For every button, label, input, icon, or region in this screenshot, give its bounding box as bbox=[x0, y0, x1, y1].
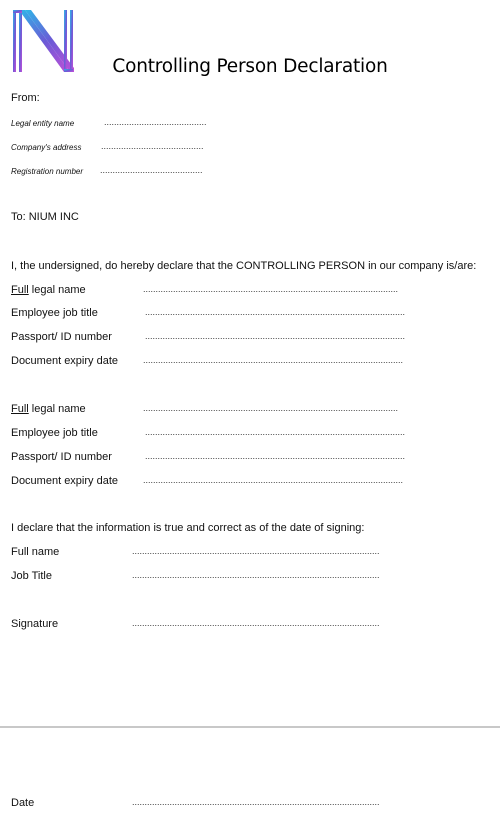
person1-passport-id-field[interactable]: ........................................................................................................ bbox=[145, 331, 406, 341]
person1-document-expiry-field[interactable]: ........................................................................................................ bbox=[143, 355, 404, 365]
declaration-intro: I, the undersigned, do hereby declare that the CONTROLLING PERSON in our company is/are: bbox=[11, 260, 477, 272]
signatory-full-name-field[interactable]: ................................................................................................... bbox=[132, 546, 380, 556]
person1-passport-id-label: Passport/ ID number bbox=[11, 331, 112, 343]
company-address-field[interactable]: ......................................... bbox=[101, 141, 204, 151]
person2-full-legal-name-label: Full legal name bbox=[11, 403, 86, 415]
registration-number-field[interactable]: ......................................... bbox=[100, 165, 203, 175]
person2-job-title-field[interactable]: ........................................................................................................ bbox=[145, 427, 406, 437]
date-label: Date bbox=[11, 797, 35, 809]
company-address-label: Company's address bbox=[11, 143, 82, 152]
legal-entity-name-label: Legal entity name bbox=[11, 119, 75, 128]
person1-full-legal-name-label: Full legal name bbox=[11, 284, 86, 296]
signatory-full-name-label: Full name bbox=[11, 546, 60, 558]
legal-entity-name-field[interactable]: ......................................... bbox=[104, 117, 207, 127]
signature-field[interactable]: ................................................................................................... bbox=[132, 618, 380, 628]
registration-number-label: Registration number bbox=[11, 167, 84, 176]
date-field[interactable]: ................................................................................................... bbox=[132, 797, 380, 807]
person2-document-expiry-field[interactable]: ........................................................................................................ bbox=[143, 475, 404, 485]
declaration-page-2 bbox=[0, 728, 500, 820]
person2-job-title-label: Employee job title bbox=[11, 427, 98, 439]
page-title: Controlling Person Declaration bbox=[112, 56, 388, 77]
to-label: To: NIUM INC bbox=[11, 211, 79, 223]
person2-full-legal-name-field[interactable]: ...................................................................................................... bbox=[143, 403, 399, 413]
person1-job-title-field[interactable]: ........................................................................................................ bbox=[145, 307, 406, 317]
signatory-job-title-label: Job Title bbox=[11, 570, 52, 582]
person1-job-title-label: Employee job title bbox=[11, 307, 98, 319]
person1-document-expiry-label: Document expiry date bbox=[11, 355, 118, 367]
signature-label: Signature bbox=[11, 618, 59, 630]
confirmation-statement: I declare that the information is true and correct as of the date of signing: bbox=[11, 522, 365, 534]
from-label: From: bbox=[11, 92, 40, 104]
person2-document-expiry-label: Document expiry date bbox=[11, 475, 118, 487]
person1-full-legal-name-field[interactable]: ...................................................................................................... bbox=[143, 284, 399, 294]
person2-passport-id-field[interactable]: ........................................................................................................ bbox=[145, 451, 406, 461]
signatory-job-title-field[interactable]: ................................................................................................... bbox=[132, 570, 380, 580]
person2-passport-id-label: Passport/ ID number bbox=[11, 451, 112, 463]
